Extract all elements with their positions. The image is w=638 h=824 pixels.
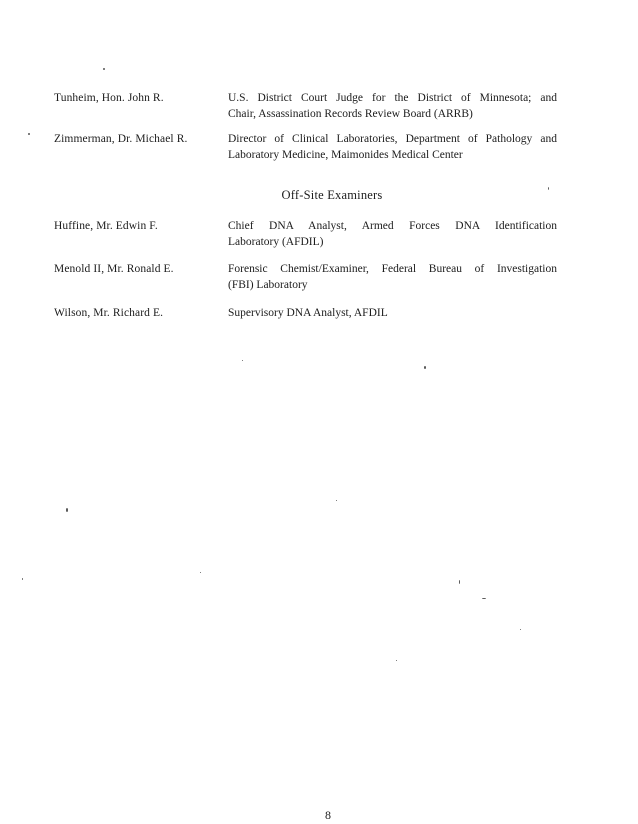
entry-name: Wilson, Mr. Richard E. <box>54 307 164 319</box>
scan-speck <box>66 508 68 512</box>
scan-speck <box>459 580 460 584</box>
entry-name: Menold II, Mr. Ronald E. <box>54 263 174 275</box>
scan-speck <box>28 133 30 135</box>
scan-speck <box>520 629 521 630</box>
scan-speck <box>424 366 426 369</box>
scan-speck <box>548 187 549 190</box>
scan-speck <box>22 578 23 580</box>
entry-description <box>228 131 557 163</box>
entry-description <box>228 90 557 122</box>
description-line: Chair, Assassination Records Review Board (ARRB) <box>228 108 473 120</box>
scan-speck <box>396 660 397 661</box>
entry-name: Huffine, Mr. Edwin F. <box>54 220 158 232</box>
entry-name: Zimmerman, Dr. Michael R. <box>54 133 188 145</box>
description-line: Supervisory DNA Analyst, AFDIL <box>228 307 388 319</box>
description-line: Laboratory (AFDIL) <box>228 236 324 248</box>
scan-speck <box>336 500 337 501</box>
description-line: U.S. District Court Judge for the District of Minnesota; and <box>228 92 557 104</box>
scan-speck <box>242 360 243 361</box>
description-line: Forensic Chemist/Examiner, Federal Bureau of Investigation <box>228 263 557 275</box>
description-line: Director of Clinical Laboratories, Department of Pathology and <box>228 133 557 145</box>
entry-description <box>228 261 557 293</box>
scan-speck <box>482 598 486 599</box>
section-heading: Off-Site Examiners <box>281 188 383 202</box>
page-number: 8 <box>325 808 331 822</box>
description-line: (FBI) Laboratory <box>228 279 308 291</box>
scan-speck <box>103 68 105 70</box>
description-line: Chief DNA Analyst, Armed Forces DNA Identification <box>228 220 557 232</box>
entry-description <box>228 218 557 250</box>
entry-description <box>228 305 557 321</box>
entry-name: Tunheim, Hon. John R. <box>54 92 164 104</box>
description-line: Laboratory Medicine, Maimonides Medical Center <box>228 149 463 161</box>
scan-speck <box>200 572 201 573</box>
